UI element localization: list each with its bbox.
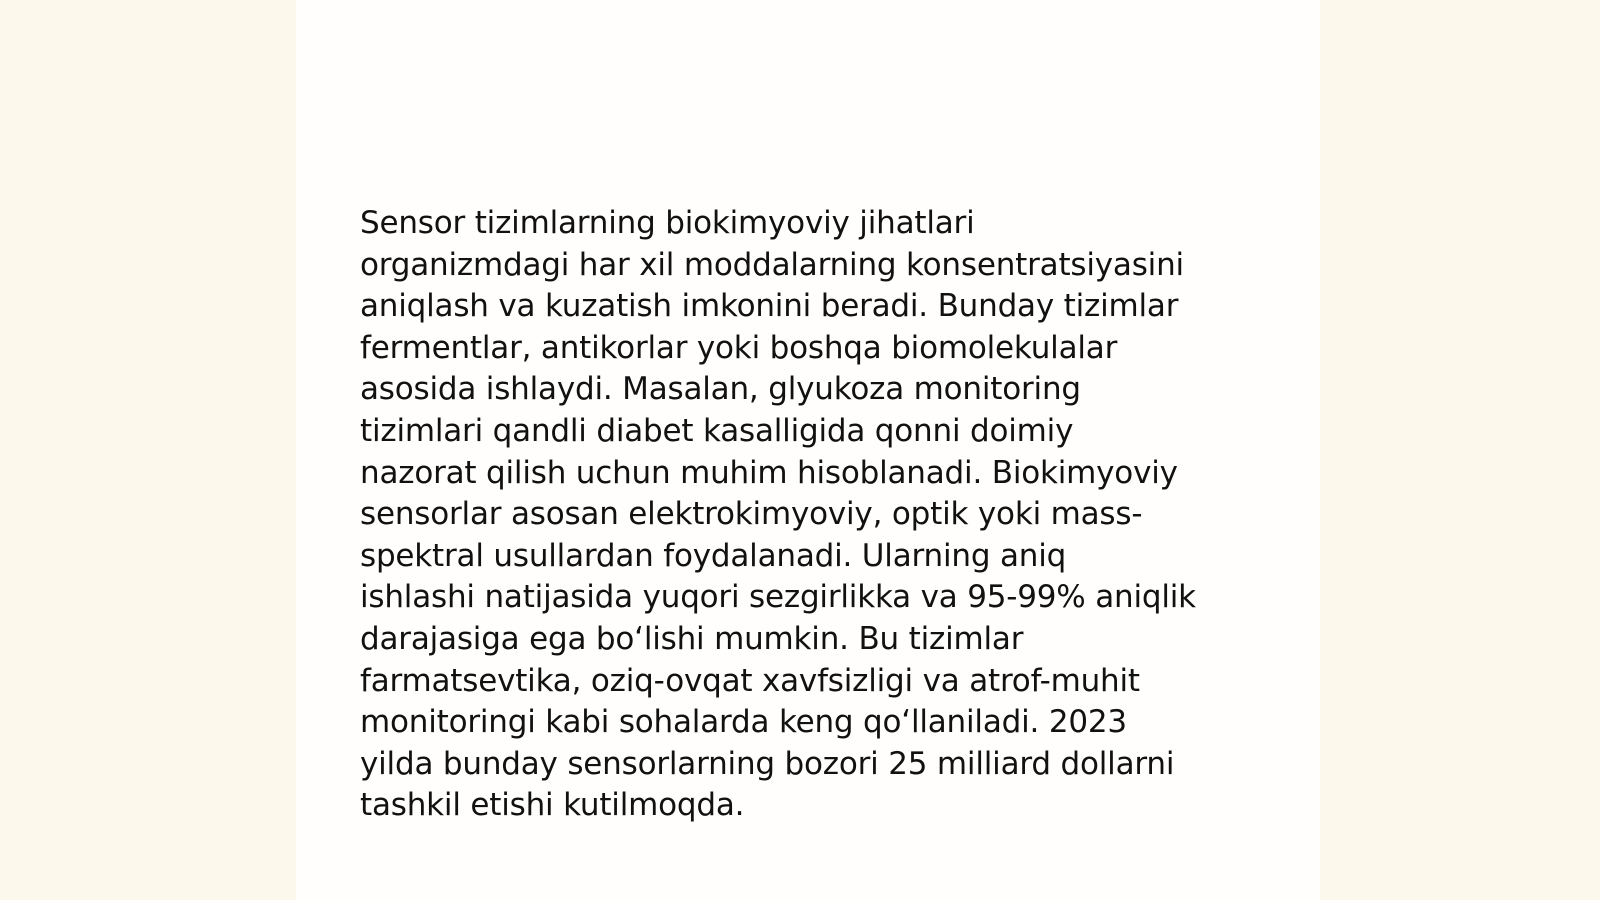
body-paragraph: Sensor tizimlarning biokimyoviy jihatlari organizmdagi har xil moddalarning konsentratsiyasini aniqlash va kuzatish imkonini beradi. Bunday tizimlar fermentlar, antikorlar yoki boshqa biomolekulalar asosida ishlaydi. Masalan, glyukoza monitoring tizimlari qandli diabet kasalligida qonni doimiy nazorat qilish uchun muhim hisoblanadi. Biokimyoviy sensorlar asosan elektrokimyoviy, optik yoki mass- spektral usullardan foydalanadi. Ularning aniq ishlashi natijasida yuqori sezgirlikka va 95-99% aniqlik darajasiga ega bo‘lishi mumkin. Bu tizimlar farmatsevtika, oziq-ovqat xavfsizligi va atrof-muhit monitoringi kabi sohalarda keng qo‘llaniladi. 2023 yilda bunday sensorlarning bozori 25 milliard dollarni tashkil etishi kutilmoqda. (360, 205, 1196, 824)
document-page (296, 0, 1320, 900)
